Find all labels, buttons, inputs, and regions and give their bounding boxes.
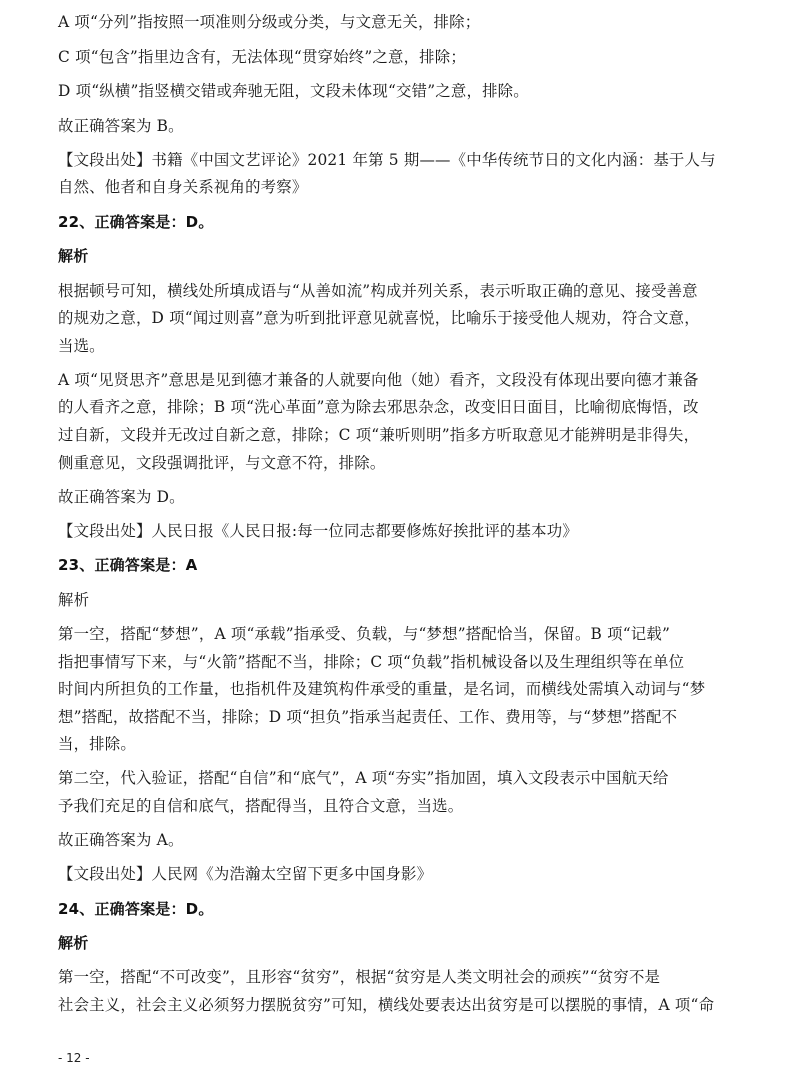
text-line: A 项“分列”指按照一项准则分级或分类，与文意无关，排除； <box>58 13 481 31</box>
text-line: 时间内所担负的工作量，也指机件及建筑构件承受的重量，是名词，而横线处需填入动词与“梦 <box>58 680 706 698</box>
text-line: 予我们充足的自信和底气，搭配得当，且符合文意，当选。 <box>58 797 464 815</box>
source-citation: 【文段出处】书籍《中国文艺评论》2021 年第 5 期——《中华传统节日的文化内涵：基于人与 <box>58 151 716 169</box>
text-line: 故正确答案为 A。 <box>58 831 184 849</box>
text-line: 的人看齐之意，排除；B 项“洗心革面”意为除去邪思杂念，改变旧日面目，比喻彻底悔悟，改 <box>58 398 699 416</box>
text-line: 故正确答案为 D。 <box>58 488 185 506</box>
text-line: 当，排除。 <box>58 735 136 753</box>
text-line: 过自新，文段并无改过自新之意，排除；C 项“兼听则明”指多方听取意见才能辨明是非得失， <box>58 426 700 444</box>
analysis-label: 解析 <box>58 934 89 952</box>
source-citation: 【文段出处】人民日报《人民日报:每一位同志都要修炼好挨批评的基本功》 <box>58 522 578 540</box>
text-line: 当选。 <box>58 337 105 355</box>
page-number: - 12 - <box>58 1051 90 1065</box>
text-line: 第二空，代入验证，搭配“自信”和“底气”，A 项“夯实”指加固，填入文段表示中国航天给 <box>58 769 669 787</box>
text-line: 自然、他者和自身关系视角的考察》 <box>58 178 308 196</box>
text-line: 第一空，搭配“不可改变”，且形容“贫穷”，根据“贫穷是人类文明社会的顽疾”“贫穷不是 <box>58 968 661 986</box>
text-line: 想”搭配，故搭配不当，排除；D 项“担负”指承当起责任、工作、费用等，与“梦想”搭配不 <box>58 708 678 726</box>
text-line: C 项“包含”指里边含有，无法体现“贯穿始终”之意，排除； <box>58 48 466 66</box>
text-line: D 项“纵横”指竖横交错或奔驰无阻，文段未体现“交错”之意，排除。 <box>58 82 529 100</box>
text-line: 故正确答案为 B。 <box>58 117 184 135</box>
text-line: A 项“见贤思齐”意思是见到德才兼备的人就要向他（她）看齐，文段没有体现出要向德才兼备 <box>58 371 699 389</box>
text-line: 指把事情写下来，与“火箭”搭配不当，排除；C 项“负载”指机械设备以及生理组织等在单位 <box>58 653 685 671</box>
text-line: 第一空，搭配“梦想”，A 项“承载”指承受、负载，与“梦想”搭配恰当，保留。B 项“记载” <box>58 625 671 643</box>
answer-heading: 24、正确答案是：D。 <box>58 900 214 918</box>
text-line: 侧重意见，文段强调批评，与文意不符，排除。 <box>58 454 386 472</box>
text-line: 社会主义，社会主义必须努力摆脱贫穷”可知，横线处要表达出贫穷是可以摆脱的事情，A 项“命 <box>58 996 715 1014</box>
text-line: 根据顿号可知，横线处所填成语与“从善如流”构成并列关系，表示听取正确的意见、接受善意 <box>58 282 698 300</box>
analysis-label: 解析 <box>58 247 89 265</box>
text-line: 的规劝之意，D 项“闻过则喜”意为听到批评意见就喜悦，比喻乐于接受他人规劝，符合文意， <box>58 309 700 327</box>
source-citation: 【文段出处】人民网《为浩瀚太空留下更多中国身影》 <box>58 865 433 883</box>
analysis-label: 解析 <box>58 591 90 609</box>
answer-heading: 22、正确答案是：D。 <box>58 213 214 231</box>
answer-heading: 23、正确答案是：A <box>58 556 198 574</box>
